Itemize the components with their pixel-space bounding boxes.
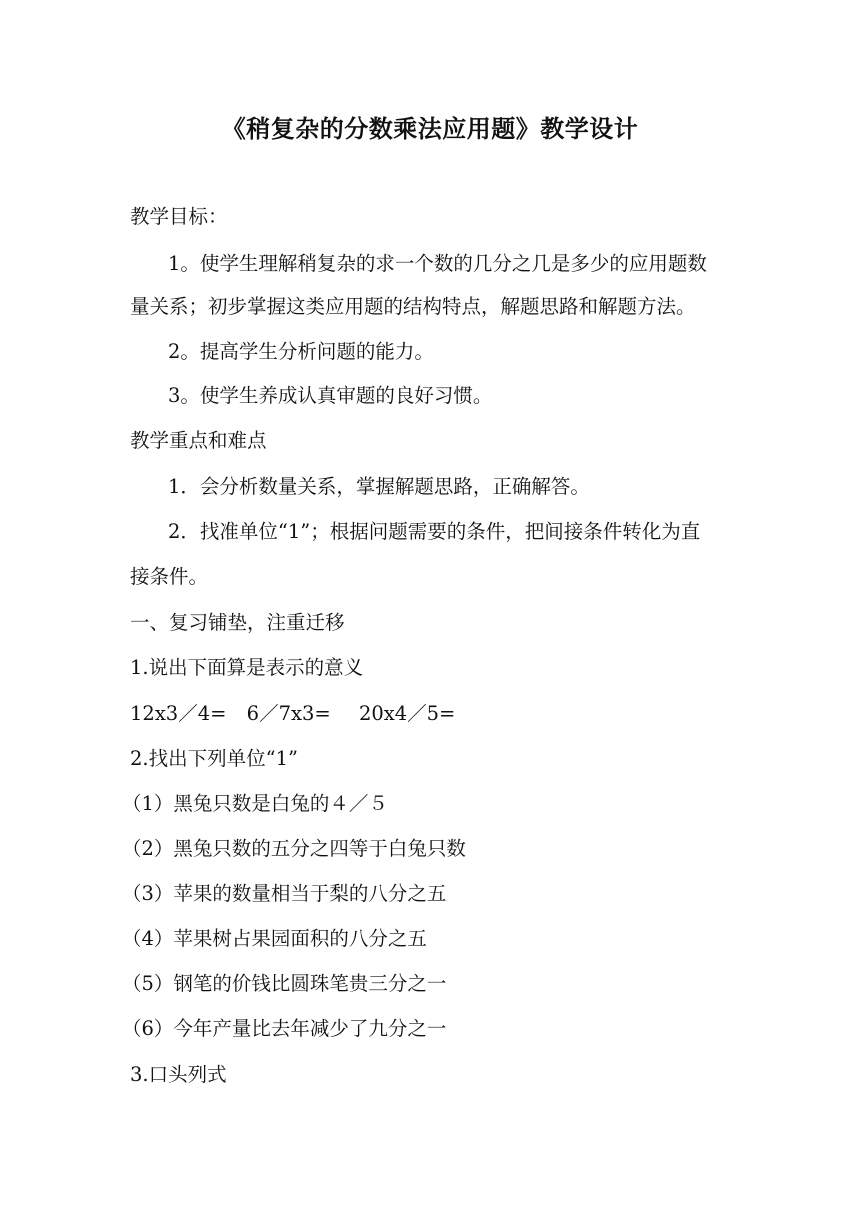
question-3: 3.口头列式	[130, 1063, 227, 1086]
expression-3: 20x4／5=	[358, 702, 456, 725]
objective-1-line-1: 1。使学生理解稍复杂的求一个数的几分之几是多少的应用题数	[168, 252, 707, 275]
question-2-item-6: （6）今年产量比去年减少了九分之一	[122, 1017, 447, 1040]
key-point-1: 1．会分析数量关系，掌握解题思路，正确解答。	[168, 475, 590, 498]
section-1-heading: 一、复习铺垫，注重迁移	[130, 611, 345, 634]
question-2: 2.找出下列单位“1”	[130, 747, 298, 770]
question-2-item-2: （2）黑兔只数的五分之四等于白兔只数	[122, 837, 466, 860]
question-2-item-3: （3）苹果的数量相当于梨的八分之五	[122, 882, 447, 905]
objective-2: 2。提高学生分析问题的能力。	[168, 340, 434, 363]
objective-3: 3。使学生养成认真审题的良好习惯。	[168, 384, 493, 407]
key-point-2-line-1: 2．找准单位“1”；根据问题需要的条件，把间接条件转化为直	[168, 520, 701, 543]
expression-1: 12x3／4=	[130, 702, 227, 725]
document-title: 《稍复杂的分数乘法应用题》教学设计	[221, 114, 639, 143]
objective-1-line-2: 量关系；初步掌握这类应用题的结构特点，解题思路和解题方法。	[130, 295, 696, 318]
question-1: 1.说出下面算是表示的意义	[130, 656, 364, 679]
question-2-item-4: （4）苹果树占果园面积的八分之五	[122, 927, 427, 950]
expression-2: 6／7x3=	[246, 702, 331, 725]
question-2-item-1: （1）黑兔只数是白兔的４／５	[122, 792, 388, 815]
objectives-heading: 教学目标：	[130, 205, 228, 228]
question-2-item-5: （5）钢笔的价钱比圆珠笔贵三分之一	[122, 972, 447, 995]
key-point-2-line-2: 接条件。	[130, 565, 209, 588]
key-points-heading: 教学重点和难点	[130, 429, 267, 452]
question-1-expressions	[130, 700, 455, 728]
